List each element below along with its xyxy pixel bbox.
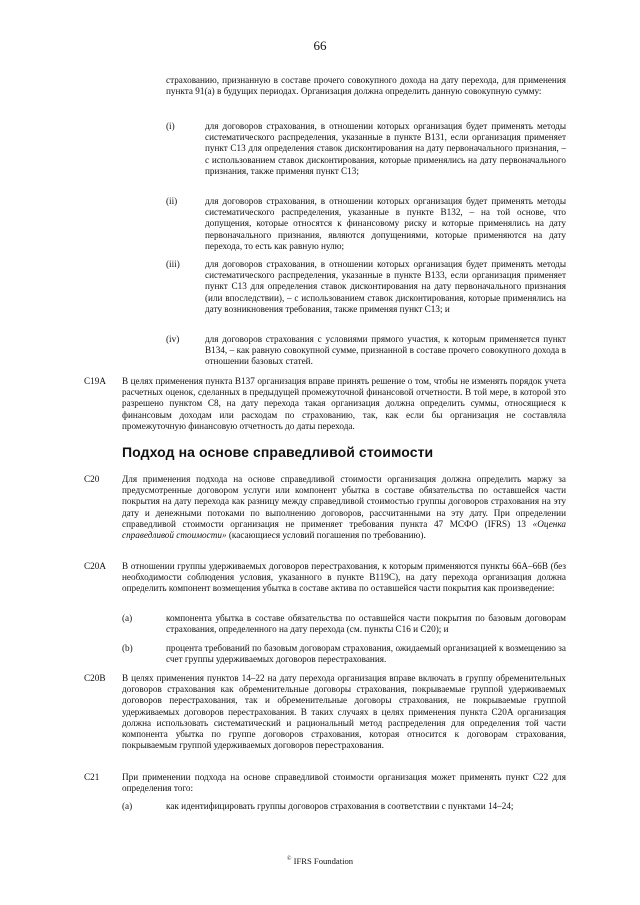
footer-text: IFRS Foundation: [293, 856, 354, 866]
para-number-c21: C21: [84, 772, 100, 782]
footer: [0, 856, 640, 866]
paragraph-c19a: [122, 376, 566, 432]
item-ii: [205, 196, 566, 252]
paragraph-c20: [122, 474, 566, 541]
item-label-b: (b): [122, 643, 133, 653]
ifrs13-title: «Оценка справедливой стоимости»: [122, 518, 566, 541]
intro-text: страхованию, признанную в составе прочего совокупного дохода на дату перехода, для применения пункта 91(a) в будущих периодах. Организация должна определить данную совокупную сумму:: [166, 75, 566, 97]
item-ii-text: для договоров страхования, в отношении которых организация будет применять методы систематического распределения, указанные в пункте B132, – на той основе, что допущения, которые относятся к финансовому риску и которые применялись на дату первоначального признания, являются допущениями, которые применяются на дату перехода, то есть как равную нулю;: [205, 196, 566, 251]
item-c21-a: [166, 801, 566, 812]
section-heading: Подход на основе справедливой стоимости: [122, 444, 434, 460]
paragraph-c20a-text: В отношении группы удерживаемых договоров перестрахования, к которым применяются пункты 66A–66B (без необходимости соблюдения условия, указанного в пункте B119C), на дату перехода организация должна определить компонент возмещения убытка в составе актива по оставшейся части покрытия как произведение:: [122, 561, 566, 594]
para-number-c20b: C20B: [84, 673, 106, 683]
paragraph-c21: [122, 772, 566, 794]
item-c20a-b-text: процента требований по базовым договорам страхования, ожидаемый организацией к возмещению за счет группы удерживаемых договоров перестрахования.: [166, 643, 566, 665]
paragraph-c20b: [122, 673, 566, 751]
item-iii: [205, 259, 566, 315]
item-iv: [205, 334, 566, 368]
para-number-c20: C20: [84, 474, 100, 484]
item-label-ii: (ii): [166, 196, 178, 206]
intro-paragraph: [166, 75, 566, 97]
para-number-c19a: C19A: [84, 376, 106, 386]
item-iv-text: для договоров страхования с условиями прямого участия, к которым применяется пункт B134, – как равную совокупной сумме, признанной в составе прочего совокупного дохода в отношении базовых статей.: [205, 334, 566, 367]
item-label-iii: (iii): [166, 259, 180, 269]
para-number-c20a: C20A: [84, 561, 106, 571]
paragraph-c20b-text: В целях применения пунктов 14–22 на дату перехода организация вправе включать в группу обременительных договоров страхования как обременительные договоры страхования, покрываемые группой удерживаемых договоров перестрахования, так и обременительные договоры страхования, не покрываемые группой удерживаемых договоров перестрахования. В таких случаях в целях применения пункта C20A организация должна использовать систематический и рациональный метод распределения для определения той части компонента убытка по группе договоров страхования, которая относится к договорам страхования, покрываемым группой удерживаемых договоров перестрахования.: [122, 673, 566, 751]
item-c20a-b: [166, 643, 566, 665]
paragraph-c20a: [122, 561, 566, 595]
paragraph-c21-text: При применении подхода на основе справедливой стоимости организация может применять пункт C22 для определения того:: [122, 772, 566, 794]
item-label-a: (a): [122, 613, 133, 623]
paragraph-c20-text: Для применения подхода на основе справедливой стоимости организация должна определить маржу за предусмотренные договором услуги или компонент убытка в составе обязательства по оставшейся части покрытия на дату перехода как разницу между справедливой стоимостью группы договоров страхования на эту дату и денежными потоками по выполнению договоров, рассчитанными на эту дату. При определении справедливой стоимости организация не применяет требования пункта 47 МСФО (IFRS) 13: [122, 474, 566, 529]
paragraph-c20-text-end: (касающиеся условий погашения по требованию).: [226, 530, 426, 541]
item-label-c21-a: (a): [122, 801, 133, 811]
page-number: 66: [313, 38, 327, 53]
item-i: [205, 121, 566, 177]
item-iii-text: для договоров страхования, в отношении которых организация будет применять методы систематического распределения, указанные в пункте B133, если организация применяет пункт C13 для определения ставок дисконтирования на дату первоначального признания (или впоследствии), – с использованием ставок дисконтирования, которые применялись на дату возникновения требования, также применяя пункт C13; и: [205, 259, 566, 314]
item-c21-a-text: как идентифицировать группы договоров страхования в соответствии с пунктами 14–24;: [166, 801, 514, 811]
item-i-text: для договоров страхования, в отношении которых организация будет применять методы систематического распределения, указанные в пункте B131, если организация применяет пункт C13 для определения ставок дисконтирования на дату первоначального признания, – с использованием ставок дисконтирования, которые применялись на дату первоначального признания, также применяя пункт C13;: [205, 121, 566, 176]
item-label-i: (i): [166, 121, 175, 131]
paragraph-c19a-text: В целях применения пункта B137 организация вправе принять решение о том, чтобы не изменять порядок учета расчетных оценок, сделанных в предыдущей промежуточной финансовой отчетности. В той мере, в которой это разрешено пунктом C8, на дату перехода такая организация должна определить суммы, относящиеся к финансовым доходам или расходам по страхованию, так, как если бы организация не составляла промежуточную финансовую отчетность до даты перехода.: [122, 376, 566, 431]
copyright-symbol: ©: [286, 856, 292, 863]
item-c20a-a-text: компонента убытка в составе обязательства по оставшейся части покрытия по базовым договорам страхования, определенного на дату перехода (см. пункты C16 и C20); и: [166, 613, 566, 635]
item-label-iv: (iv): [166, 334, 180, 344]
item-c20a-a: [166, 613, 566, 635]
